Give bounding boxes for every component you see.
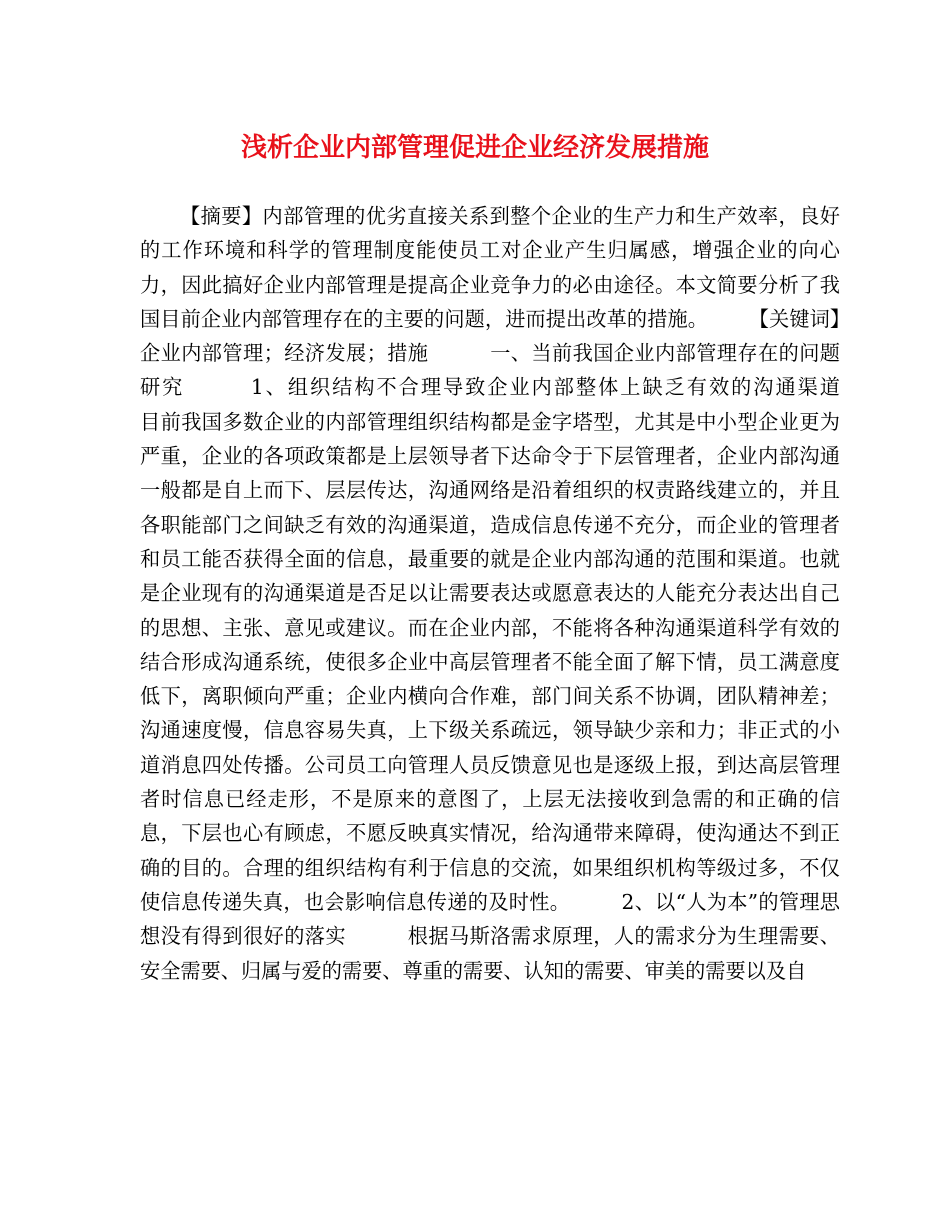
document-title: 浅析企业内部管理促进企业经济发展措施 — [240, 133, 709, 163]
document-body: 【摘要】内部管理的优劣直接关系到整个企业的生产力和生产效率，良好的工作环境和科学的管理制度能使员工对企业产生归属感，增强企业的向心力，因此搞好企业内部管理是提高企业竞争力的必由途径。本文简要分析了我国目前企业内部管理存在的主要的问题，进而提出改革的措施。 【关键词】企业内部管理；经济发展；措施 一、当前我国企业内部管理存在的问题研究 1、组织结构不合理导致企业内部整体上缺乏有效的沟通渠道 目前我国多数企业的内部管理组织结构都是金字塔型，尤其是中小型企业更为严重，企业的各项政策都是上层领导者下达命令于下层管理者，企业内部沟通一般都是自上而下、层层传达，沟通网络是沿着组织的权责路线建立的，并且各职能部门之间缺乏有效的沟通渠道，造成信息传递不充分，而企业的管理者和员工能否获得全面的信息，最重要的就是企业内部沟通的范围和渠道。也就是企业现有的沟通渠道是否足以让需要表达或愿意表达的人能充分表达出自己的思想、主张、意见或建议。而在企业内部，不能将各种沟通渠道科学有效的结合形成沟通系统，使很多企业中高层管理者不能全面了解下情，员工满意度低下，离职倾向严重；企业内横向合作难，部门间关系不协调，团队精神差；沟通速度慢，信息容易失真，上下级关系疏远，领导缺少亲和力；非正式的小道消息四处传播。公司员工向管理人员反馈意见也是逐级上报，到达高层管理者时信息已经走形，不是原来的意图了，上层无法接收到急需的和正确的信息，下层也心有顾虑，不愿反映真实情况，给沟通带来障碍，使沟通达不到正确的目的。合理的组织结构有利于信息的交流，如果组织机构等级过多，不仅使信息传递失真，也会影响信息传递的及时性。 2、以“人为本”的管理思想没有得到很好的落实 根据马斯洛需求原理，人的需求分为生理需要、安全需要、归属与爱的需要、尊重的需要、认知的需要、审美的需要以及自 — [140, 204, 901, 983]
